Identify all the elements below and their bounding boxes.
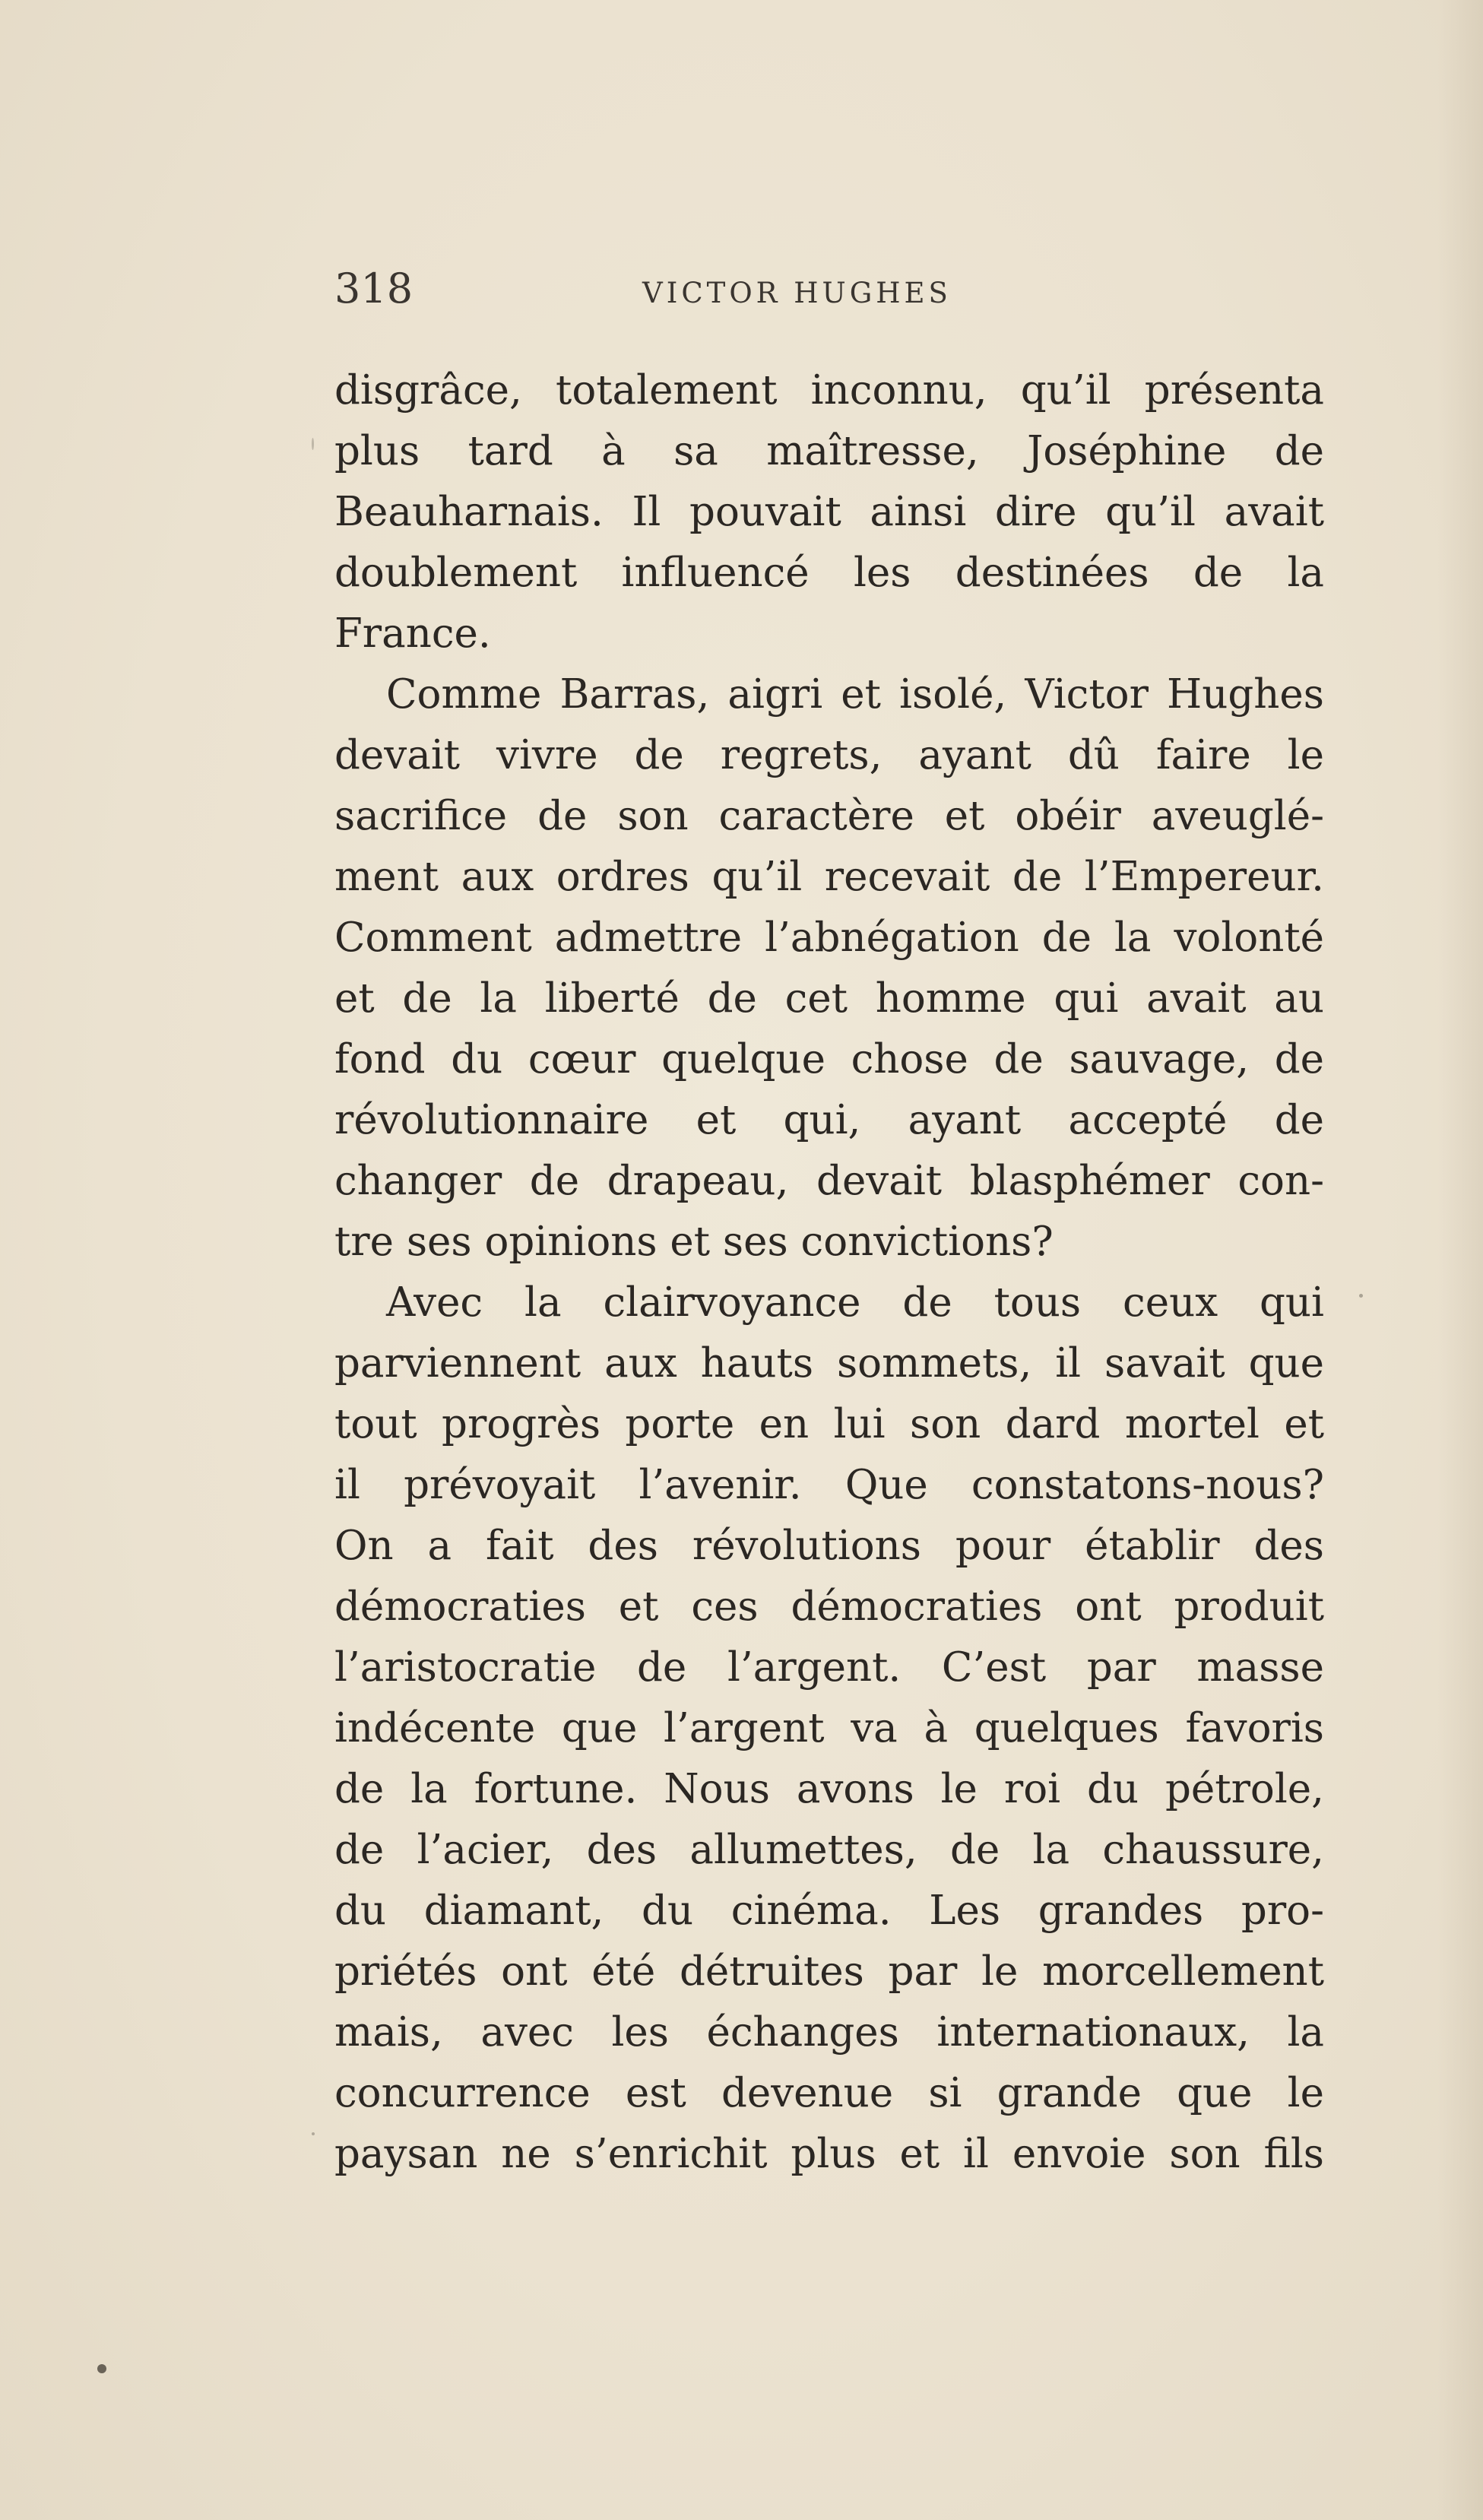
text-line-paragraph-start: Avec la clairvoyance de tous ceux qui: [386, 1279, 1324, 1326]
text-line: devait vivre de regrets, ayant dû faire le: [334, 732, 1324, 778]
text-line: révolutionnaire et qui, ayant accepté de: [334, 1097, 1324, 1143]
text-line: disgrâce, totalement inconnu, qu’il présenta: [334, 367, 1324, 414]
text-line: tre ses opinions et ses convictions?: [334, 1219, 1054, 1265]
text-line: Beauharnais. Il pouvait ainsi dire qu’il avait: [334, 489, 1324, 535]
text-line: changer de drapeau, devait blasphémer con-: [334, 1158, 1324, 1204]
text-line: de la fortune. Nous avons le roi du pétrole,: [334, 1766, 1324, 1812]
text-line: Comment admettre l’abnégation de la volonté: [334, 914, 1324, 961]
page-number: 318: [334, 265, 414, 312]
text-line: de l’acier, des allumettes, de la chaussure,: [334, 1827, 1324, 1873]
text-line: On a fait des révolutions pour établir des: [334, 1523, 1324, 1569]
paper-speck: [1359, 1294, 1363, 1298]
text-line: plus tard à sa maîtresse, Joséphine de: [334, 428, 1324, 474]
text-line: doublement influencé les destinées de la: [334, 550, 1324, 596]
paper-speck: [312, 2132, 315, 2135]
running-title: VICTOR HUGHES: [642, 277, 952, 309]
text-line: parviennent aux hauts sommets, il savait que: [334, 1340, 1324, 1387]
text-line: paysan ne s’enrichit plus et il envoie son fils: [334, 2131, 1324, 2177]
page-edge-shadow: [1437, 0, 1483, 2520]
paper-speck: [97, 2364, 106, 2373]
text-line: du diamant, du cinéma. Les grandes pro-: [334, 1888, 1324, 1934]
text-line: indécente que l’argent va à quelques favoris: [334, 1705, 1324, 1751]
body-text: [334, 360, 1324, 2185]
text-line: sacrifice de son caractère et obéir aveuglé-: [334, 793, 1324, 839]
text-line-paragraph-start: Comme Barras, aigri et isolé, Victor Hughes: [386, 671, 1324, 718]
text-line: il prévoyait l’avenir. Que constatons-nous?: [334, 1462, 1324, 1508]
text-line: ment aux ordres qu’il recevait de l’Empereur.: [334, 854, 1324, 900]
running-head: [334, 266, 1323, 312]
paper-speck: [312, 438, 314, 450]
text-line: mais, avec les échanges internationaux, la: [334, 2009, 1324, 2056]
text-line: tout progrès porte en lui son dard mortel et: [334, 1401, 1324, 1447]
text-line: l’aristocratie de l’argent. C’est par masse: [334, 1644, 1324, 1691]
text-line: démocraties et ces démocraties ont produit: [334, 1583, 1324, 1630]
text-line: et de la liberté de cet homme qui avait au: [334, 975, 1324, 1022]
text-line: priétés ont été détruites par le morcellement: [334, 1948, 1324, 1995]
text-line: France.: [334, 610, 491, 657]
text-line: fond du cœur quelque chose de sauvage, de: [334, 1036, 1324, 1082]
text-line: concurrence est devenue si grande que le: [334, 2070, 1324, 2116]
